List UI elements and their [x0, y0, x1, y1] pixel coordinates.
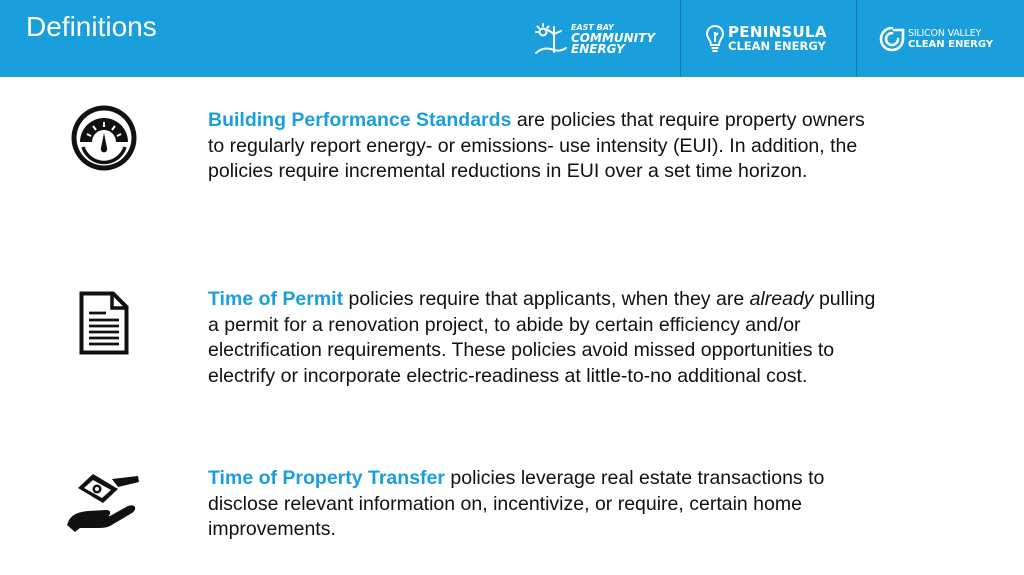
definition-time-of-permit — [208, 287, 878, 390]
hand-money-icon — [66, 470, 142, 532]
svce-logo-line1: SILICON VALLEY — [908, 27, 982, 39]
pce-logo-line2: CLEAN ENERGY — [728, 38, 826, 53]
peninsula-clean-energy-logo — [706, 0, 827, 77]
definition-text-before: policies require that applicants, when they are — [343, 288, 750, 310]
silicon-valley-clean-energy-logo — [879, 0, 993, 77]
logo-divider — [856, 0, 857, 77]
page-title: Definitions — [26, 11, 157, 42]
svce-logo-line2: CLEAN ENERGY — [908, 38, 994, 50]
definition-text: are policies that require property owners to regularly report energy- or emissions- use intensity (EUI). In addition, the policies require incremental reductions in EUI over a set time horizon. — [208, 109, 865, 183]
logo-divider — [680, 0, 681, 77]
ebce-logo-line3: ENERGY — [571, 42, 625, 56]
ebce-logo-line2: COMMUNITY — [571, 31, 656, 45]
gauge-icon — [69, 103, 139, 173]
turbine-sun-icon — [534, 22, 568, 56]
header-bar — [0, 0, 1024, 77]
definition-building-performance-standards — [208, 108, 878, 185]
east-bay-community-energy-logo — [534, 0, 655, 77]
definition-time-of-property-transfer — [208, 466, 878, 543]
document-icon — [79, 291, 129, 355]
definition-text-after: pulling a permit for a renovation project, to abide by certain efficiency and/or electrification requirements. These policies avoid missed opportunities to electrify or incorporate electric-readiness at little-to-no additional cost. — [208, 288, 876, 388]
pce-logo-line1: PENINSULA — [728, 22, 827, 41]
lightbulb-icon — [706, 24, 724, 54]
term-time-of-permit: Time of Permit — [208, 288, 344, 310]
term-building-performance-standards: Building Performance Standards — [208, 109, 512, 131]
definition-emphasis: already — [749, 288, 814, 310]
swirl-icon — [879, 26, 905, 52]
term-time-of-property-transfer: Time of Property Transfer — [208, 467, 445, 489]
ebce-logo-line1: EAST BAY — [571, 23, 614, 32]
definition-text: policies leverage real estate transactions to disclose relevant information on, incentivize, or require, certain home improvements. — [208, 467, 825, 541]
